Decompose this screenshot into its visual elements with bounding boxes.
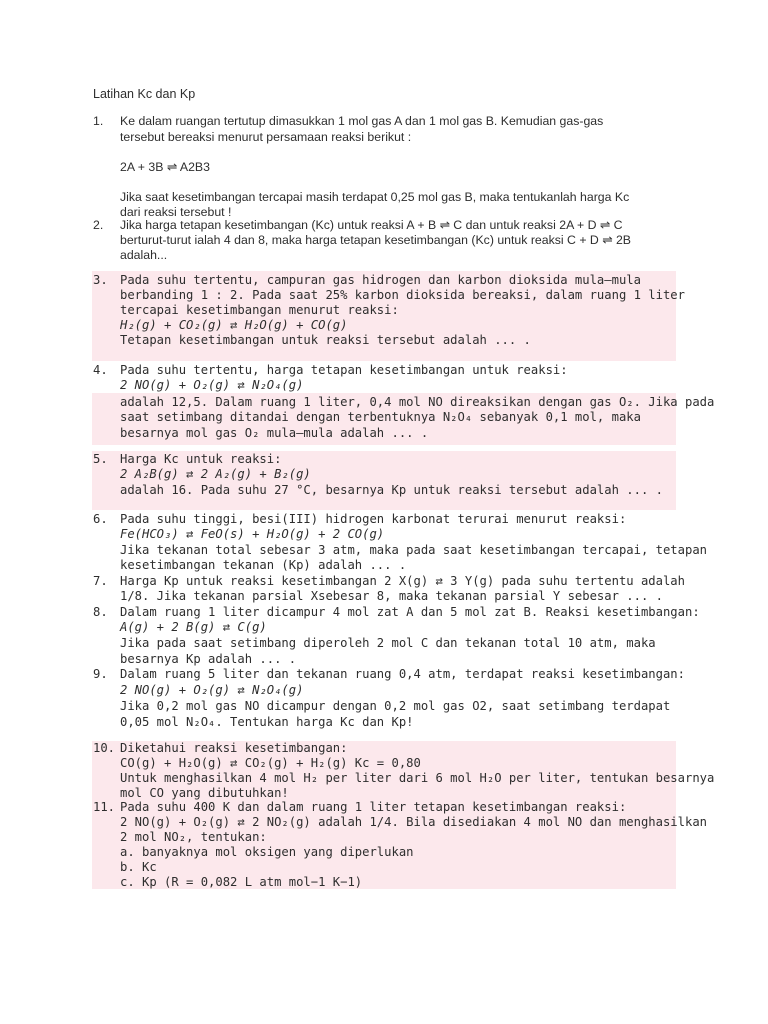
question-text: mol CO yang dibutuhkan! [120, 786, 289, 800]
question-number: 11. [93, 800, 116, 814]
question-number: 10. [93, 741, 116, 755]
question-text: Dalam ruang 5 liter dan tekanan ruang 0,4 atm, terdapat reaksi kesetimbangan: [120, 667, 685, 681]
question-text: Pada suhu 400 K dan dalam ruang 1 liter tetapan kesetimbangan reaksi: [120, 800, 627, 814]
question-text: Tetapan kesetimbangan untuk reaksi tersebut adalah ... . [120, 333, 531, 347]
question-number: 8. [93, 605, 108, 619]
question-number: 2. [93, 218, 104, 232]
question-number: 7. [93, 574, 108, 588]
question-text: Harga Kp untuk reaksi kesetimbangan 2 X(g) ⇄ 3 Y(g) pada suhu tertentu adalah [120, 574, 685, 588]
reaction-equation: 2 NO(g) + O₂(g) ⇄ 2 NO₂(g) adalah 1/4. Bila disediakan 4 mol NO dan menghasilkan [120, 815, 707, 829]
reaction-equation: H₂(g) + CO₂(g) ⇄ H₂O(g) + CO(g) [120, 318, 348, 332]
reaction-equation: 2 NO(g) + O₂(g) ⇄ N₂O₄(g) [120, 683, 304, 697]
question-text: saat setimbang ditandai dengan terbentuknya N₂O₄ sebanyak 0,1 mol, maka [120, 410, 641, 424]
question-number: 1. [93, 114, 104, 128]
question-text: berbanding 1 : 2. Pada saat 25% karbon dioksida bereaksi, dalam ruang 1 liter [120, 288, 685, 302]
question-number: 5. [93, 452, 108, 466]
question-text: adalah 16. Pada suhu 27 °C, besarnya Kp untuk reaksi tersebut adalah ... . [120, 483, 663, 497]
question-text: Untuk menghasilkan 4 mol H₂ per liter dari 6 mol H₂O per liter, tentukan besarnya [120, 771, 715, 785]
worksheet-title: Latihan Kc dan Kp [93, 87, 196, 101]
question-number: 4. [93, 363, 108, 377]
question-text: besarnya mol gas O₂ mula–mula adalah ... . [120, 426, 429, 440]
reaction-equation: 2 A₂B(g) ⇄ 2 A₂(g) + B₂(g) [120, 467, 311, 481]
question-text: adalah 12,5. Dalam ruang 1 liter, 0,4 mol NO direaksikan dengan gas O₂. Jika pada [120, 395, 715, 409]
question-number: 9. [93, 667, 108, 681]
question-number: 6. [93, 512, 108, 526]
question-text: berturut-turut ialah 4 dan 8, maka harga tetapan kesetimbangan (Kc) untuk reaksi C + D ⇌ 2B [120, 233, 631, 247]
reaction-equation: 2A + 3B ⇌ A2B3 [120, 160, 210, 174]
reaction-equation: Fe(HCO₃) ⇄ FeO(s) + H₂O(g) + 2 CO(g) [120, 527, 385, 541]
question-text: Jika harga tetapan kesetimbangan (Kc) untuk reaksi A + B ⇌ C dan untuk reaksi 2A + D ⇌ C [120, 218, 623, 232]
question-text: Jika 0,2 mol gas NO dicampur dengan 0,2 mol gas O2, saat setimbang terdapat [120, 699, 671, 713]
question-text: Pada suhu tertentu, campuran gas hidrogen dan karbon dioksida mula–mula [120, 273, 641, 287]
question-number: 3. [93, 273, 108, 287]
question-text: tersebut bereaksi menurut persamaan reaksi berikut : [120, 130, 412, 144]
question-text: adalah... [120, 248, 168, 262]
question-text: 0,05 mol N₂O₄. Tentukan harga Kc dan Kp! [120, 715, 414, 729]
sub-question: a. banyaknya mol oksigen yang diperlukan [120, 845, 414, 859]
question-text: besarnya Kp adalah ... . [120, 652, 297, 666]
question-text: 2 mol NO₂, tentukan: [120, 830, 267, 844]
question-text: Diketahui reaksi kesetimbangan: [120, 741, 348, 755]
question-text: Ke dalam ruangan tertutup dimasukkan 1 mol gas A dan 1 mol gas B. Kemudian gas-gas [120, 114, 604, 128]
sub-question: b. Kc [120, 860, 157, 874]
reaction-equation: A(g) + 2 B(g) ⇄ C(g) [120, 620, 267, 634]
question-text: 1/8. Jika tekanan parsial Xsebesar 8, maka tekanan parsial Y sebesar ... . [120, 589, 663, 603]
question-text: Jika tekanan total sebesar 3 atm, maka pada saat kesetimbangan tercapai, tetapan [120, 543, 707, 557]
sub-question: c. Kp (R = 0,082 L atm mol−1 K−1) [120, 875, 363, 889]
question-text: dari reaksi tersebut ! [120, 205, 232, 219]
question-text: Jika saat kesetimbangan tercapai masih terdapat 0,25 mol gas B, maka tentukanlah harga Kc [120, 190, 630, 204]
question-text: Pada suhu tinggi, besi(III) hidrogen karbonat terurai menurut reaksi: [120, 512, 627, 526]
reaction-equation: 2 NO(g) + O₂(g) ⇄ N₂O₄(g) [120, 378, 304, 392]
reaction-equation: CO(g) + H₂O(g) ⇄ CO₂(g) + H₂(g) Kc = 0,80 [120, 756, 421, 770]
question-text: kesetimbangan tekanan (Kp) adalah ... . [120, 558, 407, 572]
question-text: Jika pada saat setimbang diperoleh 2 mol C dan tekanan total 10 atm, maka [120, 636, 656, 650]
question-text: Harga Kc untuk reaksi: [120, 452, 282, 466]
question-text: Pada suhu tertentu, harga tetapan kesetimbangan untuk reaksi: [120, 363, 568, 377]
question-text: Dalam ruang 1 liter dicampur 4 mol zat A dan 5 mol zat B. Reaksi kesetimbangan: [120, 605, 700, 619]
question-text: tercapai kesetimbangan menurut reaksi: [120, 303, 399, 317]
